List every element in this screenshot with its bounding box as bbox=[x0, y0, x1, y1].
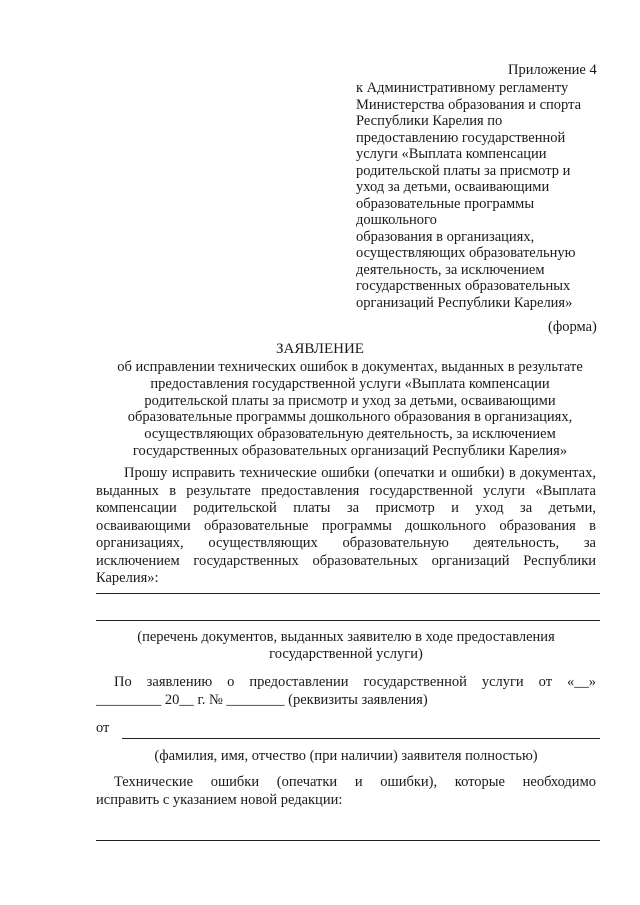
appendix-line: родительской платы за присмотр и bbox=[356, 162, 571, 179]
application-line: По заявлению о предоставлении государственной услуги от «__» bbox=[114, 674, 596, 690]
request-line: Прошу исправить технические ошибки (опечатки и ошибки) в документах, bbox=[124, 465, 596, 481]
appendix-line: деятельность, за исключением bbox=[356, 261, 545, 278]
request-line: исключением государственных образовательных организаций Республики bbox=[96, 552, 596, 569]
caption-line: (перечень документов, выданных заявителю в ходе предоставления bbox=[137, 629, 555, 645]
documents-caption bbox=[96, 629, 596, 663]
appendix-line: организаций Республики Карелия» bbox=[356, 294, 573, 311]
request-line: осваивающими образовательные программы дошкольного образования в bbox=[96, 517, 596, 534]
appendix-line: образования в организациях, bbox=[356, 228, 535, 245]
appendix-line: предоставлению государственной bbox=[356, 129, 566, 146]
documents-blank-line-1 bbox=[96, 593, 600, 594]
appendix-line: образовательные программы bbox=[356, 195, 535, 212]
appendix-line: к Административному регламенту bbox=[356, 80, 569, 96]
appendix-label: Приложение 4 bbox=[508, 62, 597, 78]
appendix-line: Республики Карелия по bbox=[356, 113, 503, 129]
request-line: компенсации родительской платы за присмотр и уход за детьми, bbox=[96, 500, 596, 516]
request-line: выданных в результате предоставления государственной услуги «Выплата bbox=[96, 482, 596, 499]
appendix-line: дошкольного bbox=[356, 212, 437, 228]
application-paragraph bbox=[96, 674, 596, 709]
document-subtitle bbox=[90, 359, 610, 460]
errors-line: исправить с указанием новой редакции: bbox=[96, 791, 343, 808]
document-title: ЗАЯВЛЕНИЕ bbox=[276, 341, 364, 357]
errors-paragraph bbox=[96, 774, 596, 809]
appendix-line: Министерства образования и спорта bbox=[356, 96, 582, 113]
subtitle-line: предоставления государственной услуги «Выплата компенсации bbox=[150, 375, 550, 392]
application-line: _________ 20__ г. № ________ (реквизиты заявления) bbox=[96, 691, 428, 708]
appendix-reference bbox=[356, 80, 606, 311]
subtitle-line: об исправлении технических ошибок в документах, выданных в результате bbox=[117, 359, 583, 375]
applicant-blank-line bbox=[122, 738, 600, 739]
form-note: (форма) bbox=[548, 319, 597, 335]
applicant-caption bbox=[96, 748, 596, 765]
caption-line: государственной услуги) bbox=[269, 646, 423, 662]
subtitle-line: государственных образовательных организаций Республики Карелия» bbox=[132, 442, 568, 459]
errors-blank-line bbox=[96, 840, 600, 841]
documents-blank-line-2 bbox=[96, 620, 600, 621]
request-line: Карелия»: bbox=[96, 570, 159, 586]
appendix-line: осуществляющих образовательную bbox=[356, 245, 576, 261]
subtitle-line: осуществляющих образовательную деятельность, за исключением bbox=[144, 426, 556, 443]
request-paragraph bbox=[96, 465, 596, 588]
appendix-line: государственных образовательных bbox=[356, 278, 571, 294]
caption-line: (фамилия, имя, отчество (при наличии) заявителя полностью) bbox=[154, 748, 538, 764]
appendix-line: уход за детьми, осваивающими bbox=[356, 179, 550, 195]
appendix-line: услуги «Выплата компенсации bbox=[356, 146, 547, 162]
from-label: от bbox=[96, 720, 110, 736]
subtitle-line: образовательные программы дошкольного образования в организациях, bbox=[127, 409, 573, 426]
subtitle-line: родительской платы за присмотр и уход за детьми, осваивающими bbox=[144, 392, 556, 409]
request-line: организациях, осуществляющих образовательную деятельность, за bbox=[96, 535, 596, 551]
errors-line: Технические ошибки (опечатки и ошибки), которые необходимо bbox=[114, 774, 596, 790]
